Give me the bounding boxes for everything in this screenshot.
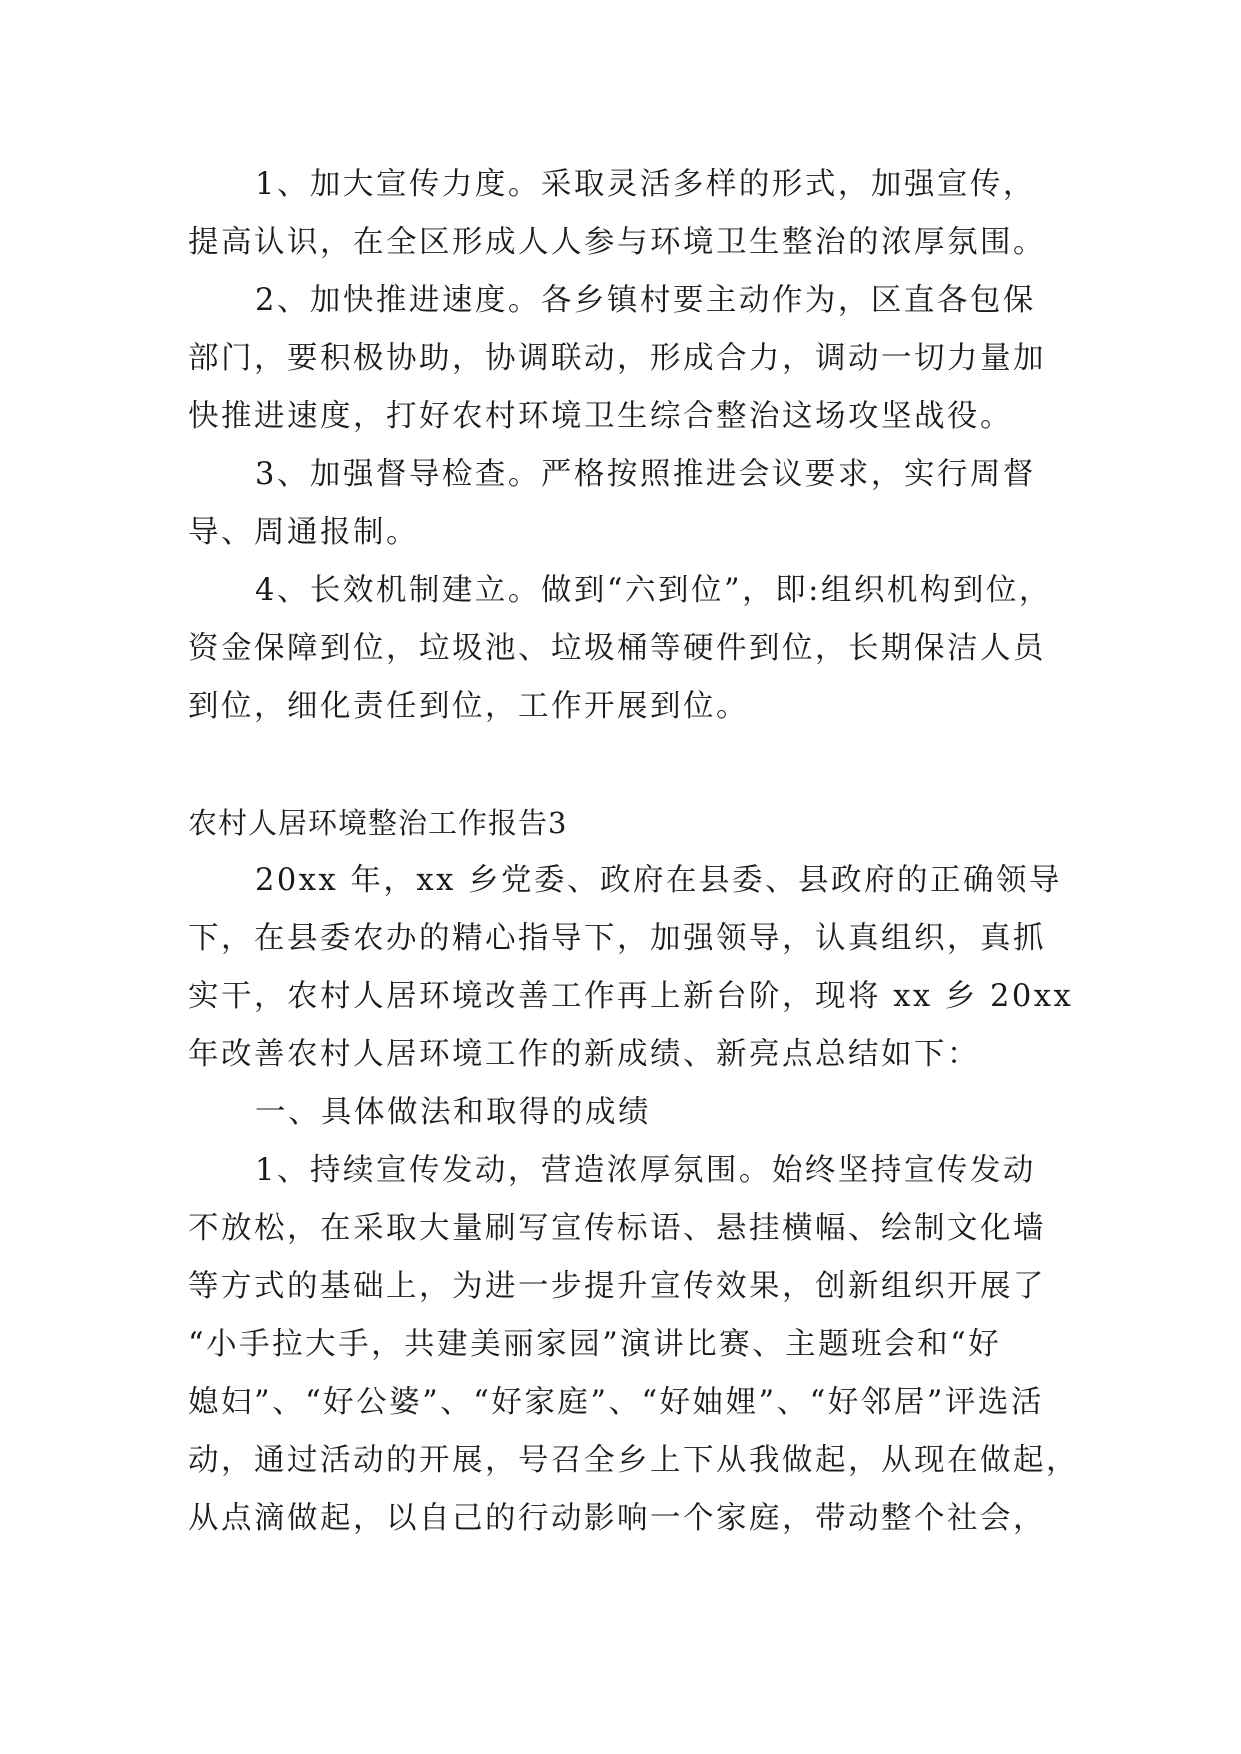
paragraph-line: 实干，农村人居环境改善工作再上新台阶，现将 xx 乡 20xx (188, 979, 1074, 1014)
section-report-3 (188, 794, 1079, 1548)
paragraph-line: 从点滴做起，以自己的行动影响一个家庭，带动整个社会， (188, 1501, 1046, 1536)
paragraph-line: 不放松，在采取大量刷写宣传标语、悬挂横幅、绘制文化墙 (188, 1211, 1046, 1246)
paragraph-line: 导、周通报制。 (188, 515, 419, 550)
paragraph-line: 快推进速度，打好农村环境卫生综合整治这场攻坚战役。 (188, 399, 1013, 434)
paragraph-line: 媳妇”、“好公婆”、“好家庭”、“好妯娌”、“好邻居”评选活 (188, 1385, 1044, 1420)
paragraph-line: 部门，要积极协助，协调联动，形成合力，调动一切力量加 (188, 341, 1046, 376)
paragraph-line: 等方式的基础上，为进一步提升宣传效果，创新组织开展了 (188, 1269, 1046, 1304)
paragraph-line: 提高认识，在全区形成人人参与环境卫生整治的浓厚氛围。 (188, 225, 1046, 260)
paragraph-line: 1、持续宣传发动，营造浓厚氛围。始终坚持宣传发动 (255, 1153, 1036, 1188)
paragraph-line: 动，通过活动的开展，号召全乡上下从我做起，从现在做起， (188, 1443, 1079, 1478)
paragraph-line: 3、加强督导检查。严格按照推进会议要求，实行周督 (255, 457, 1036, 492)
paragraph-line: 年改善农村人居环境工作的新成绩、新亮点总结如下： (188, 1037, 980, 1072)
paragraph-line: “小手拉大手，共建美丽家园”演讲比赛、主题班会和“好 (188, 1327, 1002, 1362)
paragraph-line: 4、长效机制建立。做到“六到位”，即:组织机构到位， (255, 573, 1052, 608)
paragraph-line: 2、加快推进速度。各乡镇村要主动作为，区直各包保 (255, 283, 1036, 318)
section-measures (188, 156, 1068, 736)
paragraph-line: 20xx 年，xx 乡党委、政府在县委、县政府的正确领导 (255, 863, 1063, 898)
section-heading: 农村人居环境整治工作报告3 (188, 806, 568, 840)
paragraph-line: 1、加大宣传力度。采取灵活多样的形式，加强宣传， (255, 167, 1036, 202)
paragraph-line: 资金保障到位，垃圾池、垃圾桶等硬件到位，长期保洁人员 (188, 631, 1046, 666)
subheading-line: 一、具体做法和取得的成绩 (255, 1095, 651, 1130)
paragraph-line: 到位，细化责任到位，工作开展到位。 (188, 689, 749, 724)
paragraph-line: 下，在县委农办的精心指导下，加强领导，认真组织，真抓 (188, 921, 1046, 956)
